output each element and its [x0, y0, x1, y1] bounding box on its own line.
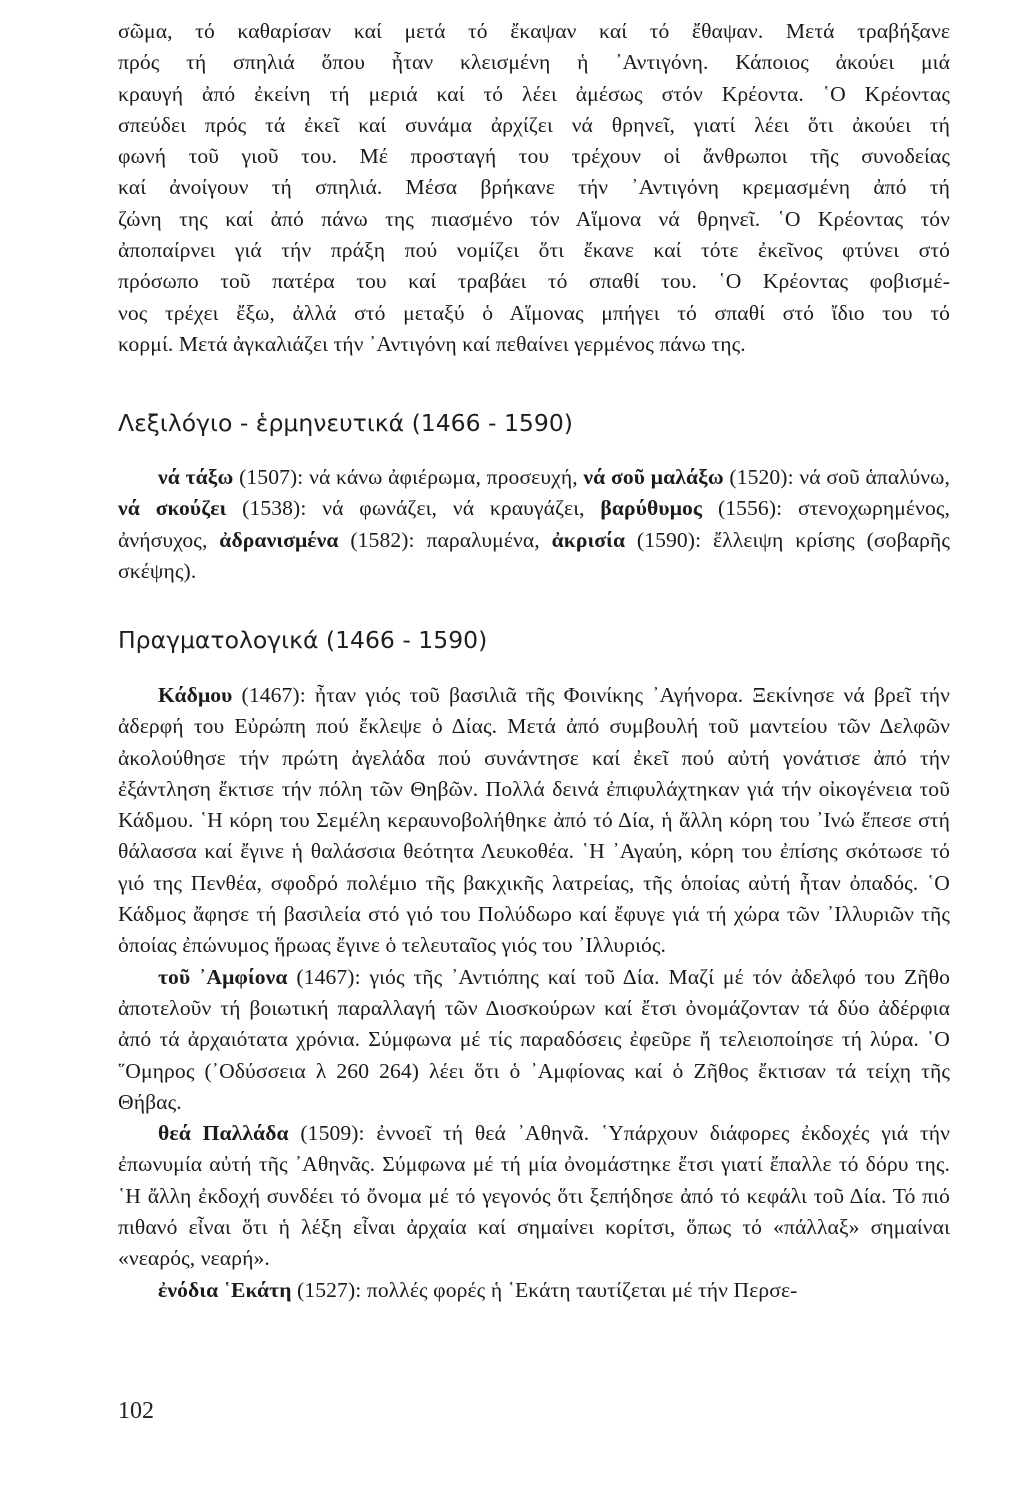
intro-line: νος τρέχει ἔξω, ἀλλά στό μεταξύ ὁ Αἵμονας μπήγει τό σπαθί στό ἴδιο του τό [118, 300, 950, 325]
intro-line: πρόσωπο τοῦ πατέρα του καί τραβάει τό σπαθί του. ῾Ο Κρέοντας φοβισμέ- [118, 269, 950, 294]
realia-term: Κάδμου [158, 683, 233, 707]
realia-definition: (1527): πολλές φορές ἡ ῾Εκάτη ταυτίζεται μέ τήν Περσε- [291, 1277, 798, 1302]
intro-line: κορμί. Μετά ἀγκαλιάζει τήν ᾿Αντιγόνη καί πεθαίνει γερμένος πάνω της. [118, 331, 746, 356]
realia-term: ἐνόδια ῾Εκάτη [158, 1277, 292, 1302]
realia-section [118, 680, 950, 1306]
intro-line: πρός τή σπηλιά ὅπου ἦταν κλεισμένη ἡ ᾿Αντιγόνη. Κάποιος ἀκούει μιά [118, 50, 950, 75]
realia-definition: (1467): γιός τῆς ᾿Αντιόπης καί τοῦ Δία. Μαζί μέ τόν ἀδελφό του Ζῆθο ἀποτελοῦν τή βοιωτική παραλλαγή τῶν Διοσκούρων καί ἔτσι ὀνομάζονταν τά δύο ἀδέρφια ἀπό τά ἀρχαιότατα χρόνια. Σύμφωνα μέ τίς παραδόσεις ἐφεῦρε ἤ τελειοποίησε τή λύρα. ῾Ο ῞Ομηρος (᾿Οδύσσεια λ 260 264) λέει ὅτι ὁ ᾿Αμφίονας καί ὁ Ζῆθος ἔκτισαν τά τείχη τῆς Θήβας. [118, 964, 950, 1114]
vocab-paragraph [118, 462, 950, 587]
vocab-term: νά τάξω [158, 465, 234, 489]
vocab-term: νά σοῦ μαλάξω [583, 465, 724, 489]
realia-entry [118, 962, 950, 1118]
intro-line: φωνή τοῦ γιοῦ του. Μέ προσταγή του τρέχουν οἱ ἄνθρωποι τῆς συνοδείας [118, 144, 950, 169]
intro-line: σῶμα, τό καθαρίσαν καί μετά τό ἔκαψαν καί τό ἔθαψαν. Μετά τραβήξανε [118, 19, 950, 43]
page-number: 102 [118, 1398, 154, 1424]
vocab-definition: (1520): νά σοῦ ἁπαλύνω, [723, 465, 950, 489]
vocab-term: ἀκρισία [551, 527, 626, 552]
vocab-definition: (1556): στενοχωρημένος, ἀνήσυχος, [118, 496, 950, 552]
realia-term: θεά Παλλάδα [158, 1121, 289, 1146]
realia-entry [118, 1275, 950, 1306]
realia-term: τοῦ ᾿Αμφίονα [158, 964, 288, 989]
intro-paragraph [118, 16, 950, 360]
vocab-term: βαρύθυμος [600, 496, 703, 521]
vocab-term: νά σκούζει [118, 496, 227, 521]
vocab-definition: (1590): ἔλλειψη κρίσης (σοβαρῆς σκέψης). [118, 527, 950, 583]
intro-line: ζώνη της καί ἀπό πάνω της πιασμένο τόν Αἵμονα νά θρηνεῖ. ῾Ο Κρέοντας τόν [118, 206, 950, 231]
vocab-definition: (1507): νά κάνω ἀφιέρωμα, προσευχή, [233, 465, 584, 489]
realia-entry [118, 1118, 950, 1274]
intro-line: ἀποπαίρνει γιά τήν πράξη πού νομίζει ὅτι ἔκανε καί τότε ἐκεῖνος φτύνει στό [118, 238, 950, 263]
vocab-entries [118, 462, 950, 587]
vocab-term: ἀδρανισμένα [219, 527, 339, 552]
intro-line: κραυγή ἀπό ἐκείνη τή μεριά καί τό λέει ἀμέσως στόν Κρέοντα. ῾Ο Κρέοντας [118, 81, 950, 106]
realia-definition: (1509): ἐννοεῖ τή θεά ᾿Αθηνᾶ. ῾Υπάρχουν διάφορες ἐκδοχές γιά τήν ἐπωνυμία αὐτή τῆς ᾿Αθηνᾶς. Σύμφωνα μέ τή μία ὀνομάστηκε ἔτσι γιατί ἔπαλλε τό δόρυ της. ῾Η ἄλλη ἐκδοχή συνδέει τό ὄνομα μέ τό γεγονός ὅτι ξεπήδησε ἀπό τό κεφάλι τοῦ Δία. Τό πιό πιθανό εἶναι ὅτι ἡ λέξη εἶναι ἀρχαία καί σημαίνει κορίτσι, ὅπως τό «πάλλαξ» σημαίναι «νεαρός, νεαρή». [118, 1121, 950, 1271]
realia-entry [118, 680, 950, 962]
intro-line: καί ἀνοίγουν τή σπηλιά. Μέσα βρήκανε τήν ᾿Αντιγόνη κρεμασμένη ἀπό τή [118, 175, 950, 200]
vocab-definition: (1582): παραλυμένα, [338, 527, 552, 552]
vocab-definition: (1538): νά φωνάζει, νά κραυγάζει, [226, 496, 601, 521]
realia-heading: Πραγματολογικά (1466 - 1590) [118, 626, 488, 654]
vocab-heading: Λεξιλόγιο - ἑρμηνευτικά (1466 - 1590) [118, 409, 573, 437]
realia-definition: (1467): ἦταν γιός τοῦ βασιλιᾶ τῆς Φοινίκης ᾿Αγήνορα. Ξεκίνησε νά βρεῖ τήν ἀδερφή του Εὐρώπη πού ἔκλεψε ὁ Δίας. Μετά ἀπό συμβουλή τοῦ μαντείου τῶν Δελφῶν ἀκολούθησε τήν πρώτη ἀγελάδα πού συνάντησε καί ἐκεῖ πού αὐτή γονάτισε ἀπό τήν ἐξάντληση ἔκτισε τήν πόλη τῶν Θηβῶν. Πολλά δεινά ἐπιφυλάχτηκαν γιά τήν οἰκογένεια τοῦ Κάδμου. ῾Η κόρη του Σεμέλη κεραυνοβολήθηκε ἀπό τό Δία, ἡ ἄλλη κόρη του ᾿Ινώ ἔπεσε στή θάλασσα καί ἔγινε ἡ θαλάσσια θεότητα Λευκοθέα. ῾Η ᾿Αγαύη, κόρη του ἐπίσης σκότωσε τό γιό της Πενθέα, σφοδρό πολέμιο τῆς βακχικῆς λατρείας, τῆς ὁποίας αὐτή ἦταν ὀπαδός. ῾Ο Κάδμος ἄφησε τή βασιλεία στό γιό του Πολύδωρο καί ἔφυγε γιά τή χώρα τῶν ᾿Ιλλυριῶν τῆς ὁποίας ἐπώνυμος ἥρωας ἔγινε ὁ τελευταῖος γιός του ᾿Ιλλυριός. [118, 683, 950, 958]
intro-line: σπεύδει πρός τά ἐκεῖ καί συνάμα ἀρχίζει νά θρηνεῖ, γιατί λέει ὅτι ἀκούει τή [118, 112, 950, 137]
